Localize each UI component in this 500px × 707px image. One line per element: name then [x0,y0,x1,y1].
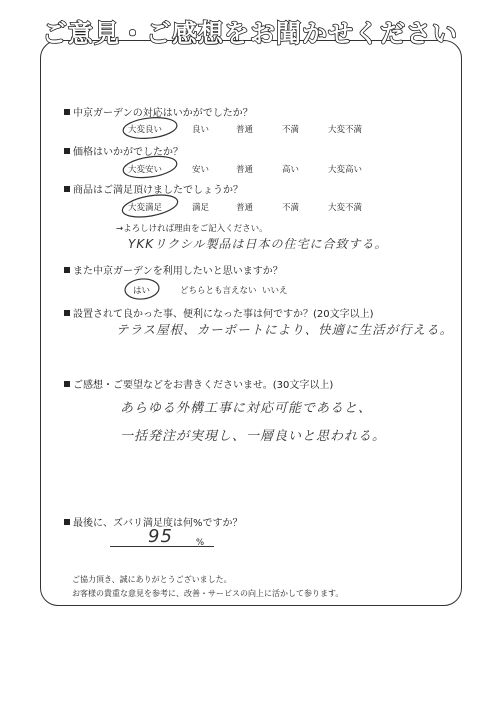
price-option-cheap[interactable]: 安い [192,165,210,175]
price-option-expensive[interactable]: 高い [282,165,300,175]
reason-answer[interactable]: YKKリクシル製品は日本の住宅に合致する。 [128,237,388,251]
product-option-average[interactable]: 普通 [236,203,254,213]
footer-note: お客様の貴重な意見を参考に、改善・サービスの向上に活かして参ります。 [72,589,344,598]
product-selection-circle [121,191,180,220]
comments-answer-line-1[interactable]: あらゆる外構工事に対応可能であると、 [120,401,373,416]
product-option-very-dissatisfied[interactable]: 大変不満 [328,203,363,213]
reuse-option-neutral[interactable]: どちらとも言えない [180,286,257,296]
service-option-good[interactable]: 良い [192,125,210,135]
product-option-very-satisfied[interactable]: 大変満足 [128,203,163,213]
product-option-dissatisfied[interactable]: 不満 [282,203,300,213]
footer-thanks: ご協力頂き、誠にありがとうございました。 [72,575,232,584]
question-satisfaction-label: 最後に、ズバリ満足度は何%ですか？ [73,518,243,529]
question-benefits-label: 設置されて良かった事、便利になった事は何ですか？(20文字以上) [73,309,374,320]
question-reuse-label: また中京ガーデンを利用したいと思いますか？ [73,266,283,277]
reuse-selection-circle [124,278,160,301]
reuse-option-yes[interactable]: はい [133,286,151,296]
question-product-label: 商品はご満足頂けましたでしょうか？ [73,185,243,196]
service-option-very-dissatisfied[interactable]: 大変不満 [328,125,363,135]
comments-answer-line-2[interactable]: 一括発注が実現し、一層良いと思われる。 [120,429,387,444]
price-option-very-expensive[interactable]: 大変高い [328,165,363,175]
price-selection-circle [122,153,178,180]
survey-title: ご意見・ご感想をお聞かせください [41,19,458,48]
satisfaction-answer[interactable]: 95 [148,526,173,547]
benefits-answer[interactable]: テラス屋根、カーポートにより、快適に生活が行える。 [116,322,454,337]
reuse-option-no[interactable]: いいえ [262,286,288,296]
service-selection-circle [122,115,178,141]
satisfaction-unit: % [196,538,205,548]
reason-prompt: →よろしければ理由をご記入ください。 [116,224,268,234]
service-option-average[interactable]: 普通 [236,125,254,135]
service-option-very-good[interactable]: 大変良い [128,125,163,135]
product-option-satisfied[interactable]: 満足 [192,203,210,213]
question-price-label: 価格はいかがでしたか？ [73,147,183,158]
price-option-average[interactable]: 普通 [236,165,254,175]
question-comments-label: ご感想・ご要望などをお書きくださいませ。(30文字以上) [73,380,334,391]
price-option-very-cheap[interactable]: 大変安い [128,165,163,175]
question-service-label: 中京ガーデンの対応はいかがでしたか？ [73,108,253,119]
service-option-dissatisfied[interactable]: 不満 [282,125,300,135]
